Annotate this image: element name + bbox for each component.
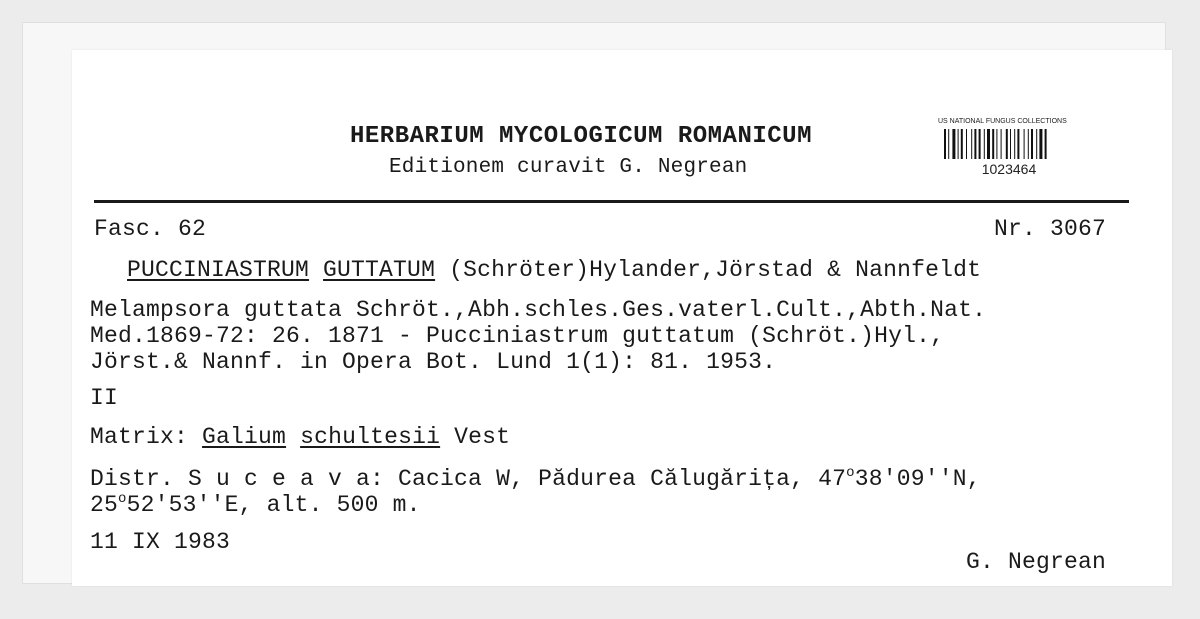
degree-mark: o [118, 491, 127, 507]
host-epithet: schultesii [300, 424, 441, 450]
genus-name: PUCCINIASTRUM [127, 257, 310, 283]
species-authority: (Schröter)Hylander,Jörstad & Nannfeldt [449, 257, 982, 283]
host-matrix [90, 424, 510, 450]
fascicle-number: Fasc. 62 [94, 216, 207, 242]
barcode-number: 1023464 [981, 161, 1037, 177]
distribution-text: 52'53''E, alt. 500 m. [126, 492, 421, 518]
exsiccata-number: Nr. 3067 [994, 216, 1107, 242]
label-title: HERBARIUM MYCOLOGICUM ROMANICUM [350, 123, 812, 150]
host-author: Vest [454, 424, 511, 450]
header-divider [94, 200, 1129, 203]
synonymy-line: Med.1869-72: 26. 1871 - Pucciniastrum guttatum (Schröt.)Hyl., [90, 323, 945, 349]
specimen-label [72, 50, 1172, 586]
distribution-text: 38'09''N, [854, 466, 981, 492]
distribution-line [90, 492, 421, 518]
barcode-sticker [934, 116, 1084, 188]
barcode-icon [944, 129, 1074, 159]
label-subtitle: Editionem curavit G. Negrean [389, 156, 748, 179]
synonymy-line: Melampsora guttata Schröt.,Abh.schles.Ges.vaterl.Cult.,Abth.Nat. [90, 297, 987, 323]
degree-mark: o [846, 465, 855, 481]
collector-name: G. Negrean [966, 549, 1107, 575]
spore-stage: II [90, 385, 119, 411]
collection-date: 11 IX 1983 [90, 529, 231, 555]
matrix-label: Matrix: [90, 424, 189, 450]
species-epithet: GUTTATUM [323, 257, 436, 283]
barcode-caption: US NATIONAL FUNGUS COLLECTIONS [938, 118, 1067, 125]
distribution-text: Distr. S u c e a v a: Cacica W, Pădurea Călugărița, 47 [90, 466, 847, 492]
distribution-line [90, 466, 981, 492]
species-name [127, 257, 981, 283]
host-genus: Galium [202, 424, 287, 450]
synonymy-line: Jörst.& Nannf. in Opera Bot. Lund 1(1): 81. 1953. [90, 349, 777, 375]
distribution-text: 25 [90, 492, 119, 518]
